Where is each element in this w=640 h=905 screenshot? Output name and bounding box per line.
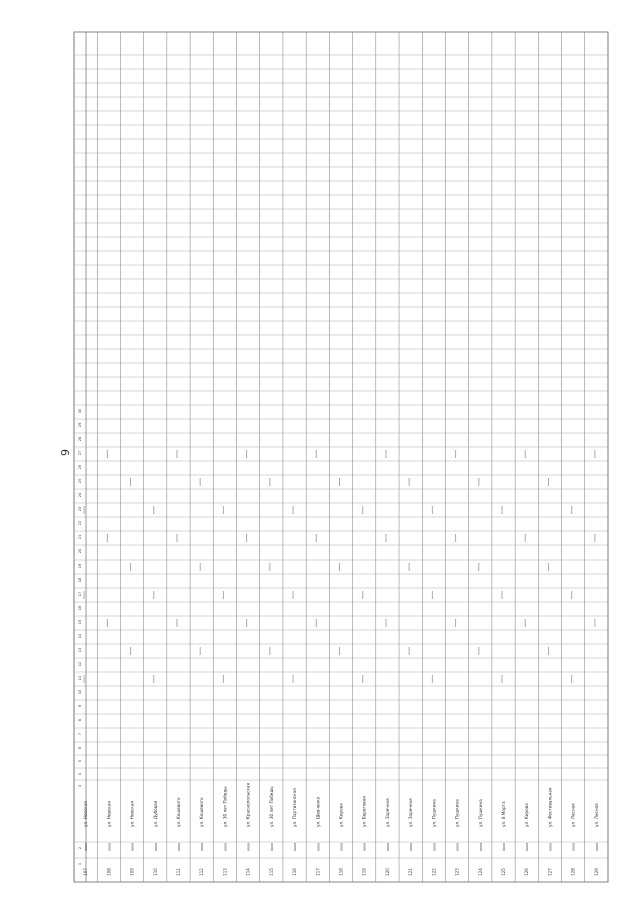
row-code: xxxx: [223, 842, 228, 852]
row-number: 113: [222, 868, 228, 876]
row-number: 117: [315, 868, 321, 876]
row-name: ул. 30 лет Победы: [268, 786, 274, 827]
row-code: xxxx: [293, 842, 298, 852]
row-name: ул. Фестивальная: [547, 787, 553, 827]
row-code: xxxx: [153, 842, 158, 852]
column-number: 6: [78, 746, 82, 750]
row-code: xxxx: [432, 842, 437, 852]
row-code: xxxx: [130, 842, 135, 852]
row-number: 118: [338, 868, 344, 876]
column-number: 19: [78, 563, 82, 569]
column-number: 8: [78, 718, 82, 722]
row-name: ул. Пушкина: [477, 799, 483, 827]
column-number: 25: [78, 478, 82, 484]
row-code: xxxx: [571, 842, 576, 852]
column-number: 11: [78, 675, 82, 681]
row-code: xxxx: [269, 842, 274, 852]
row-name: ул. Кошевого: [199, 797, 205, 827]
page-number: 9: [59, 449, 72, 456]
column-number: 12: [78, 661, 82, 667]
column-number: 26: [78, 464, 82, 470]
row-code: xxxx: [548, 842, 553, 852]
column-number: 27: [78, 450, 82, 456]
column-number: 24: [78, 492, 82, 498]
column-number: 15: [78, 619, 82, 625]
column-number: 20: [78, 548, 82, 554]
row-code: xxxx: [478, 842, 483, 852]
column-number: 18: [78, 577, 82, 583]
row-code: xxxx: [84, 842, 89, 852]
row-name: ул. Кирова: [524, 803, 530, 827]
row-name: ул. Шевченко: [315, 796, 321, 827]
column-number: 1: [78, 862, 82, 866]
row-number: 108: [106, 868, 112, 876]
row-number: 112: [199, 868, 205, 876]
column-number: 7: [78, 732, 82, 736]
row-code: xxxx: [455, 842, 460, 852]
column-number: 5: [78, 759, 82, 763]
row-name: ул. 8 Марта: [501, 801, 507, 827]
row-name: ул. Береговая: [361, 796, 367, 827]
row-name: ул. Лесная: [570, 803, 576, 827]
row-number: 126: [524, 868, 530, 876]
row-code: xxxx: [246, 842, 251, 852]
row-code: xxxx: [594, 842, 599, 852]
column-number: 2: [78, 846, 82, 850]
row-code: xxxx: [200, 842, 205, 852]
row-name: ул. Пушкина: [431, 799, 437, 827]
row-code: xxxx: [176, 842, 181, 852]
column-number: 9: [78, 704, 82, 708]
row-number: 120: [384, 868, 390, 876]
row-name: ул. Лесная: [593, 803, 599, 827]
row-code: xxxx: [409, 842, 414, 852]
row-number: 116: [292, 868, 298, 876]
column-number: 21: [78, 534, 82, 540]
column-number: 23: [78, 506, 82, 512]
column-number: 4: [78, 772, 82, 776]
row-name: ул. Кошевого: [175, 797, 181, 827]
row-number: 119: [361, 868, 367, 876]
column-number: 3: [78, 784, 82, 788]
row-number: 129: [593, 868, 599, 876]
column-number: 14: [78, 633, 82, 639]
row-name: ул. 30 лет Победы: [222, 786, 228, 827]
row-number: 121: [408, 868, 414, 876]
row-number: 109: [129, 868, 135, 876]
row-number: 114: [245, 868, 251, 876]
row-code: xxxx: [362, 842, 367, 852]
row-name: ул. Краснопольская: [245, 783, 251, 827]
row-name: ул. Кирова: [338, 803, 344, 827]
table-border: [74, 32, 608, 882]
column-number: 22: [78, 520, 82, 526]
column-number: 30: [78, 408, 82, 414]
row-number: 128: [570, 868, 576, 876]
row-number: 122: [431, 868, 437, 876]
row-code: xxxx: [107, 842, 112, 852]
column-number: 10: [78, 689, 82, 695]
row-name: ул. Невская: [106, 801, 112, 827]
column-number: 28: [78, 436, 82, 442]
row-name: ул. Заречная: [408, 798, 414, 827]
row-number: 107: [83, 868, 89, 876]
row-code: xxxx: [339, 842, 344, 852]
row-name: ул. Невская: [129, 801, 135, 827]
row-number: 125: [501, 868, 507, 876]
row-code: xxxx: [525, 842, 530, 852]
column-number: 16: [78, 605, 82, 611]
row-code: xxxx: [502, 842, 507, 852]
row-number: 115: [268, 868, 274, 876]
column-number: 17: [78, 591, 82, 597]
row-name: ул. Пушкина: [454, 799, 460, 827]
row-name: ул. Партизанская: [292, 788, 298, 827]
row-name: ул. Заречная: [384, 798, 390, 827]
row-number: 124: [477, 868, 483, 876]
column-number: 29: [78, 422, 82, 428]
column-number: 13: [78, 647, 82, 653]
row-name: ул. Невская: [83, 801, 89, 827]
row-number: 127: [547, 868, 553, 876]
row-code: xxxx: [385, 842, 390, 852]
row-number: 111: [175, 868, 181, 876]
row-code: xxxx: [316, 842, 321, 852]
row-name: ул. Дубовая: [152, 800, 158, 827]
row-number: 123: [454, 868, 460, 876]
row-number: 110: [152, 868, 158, 876]
